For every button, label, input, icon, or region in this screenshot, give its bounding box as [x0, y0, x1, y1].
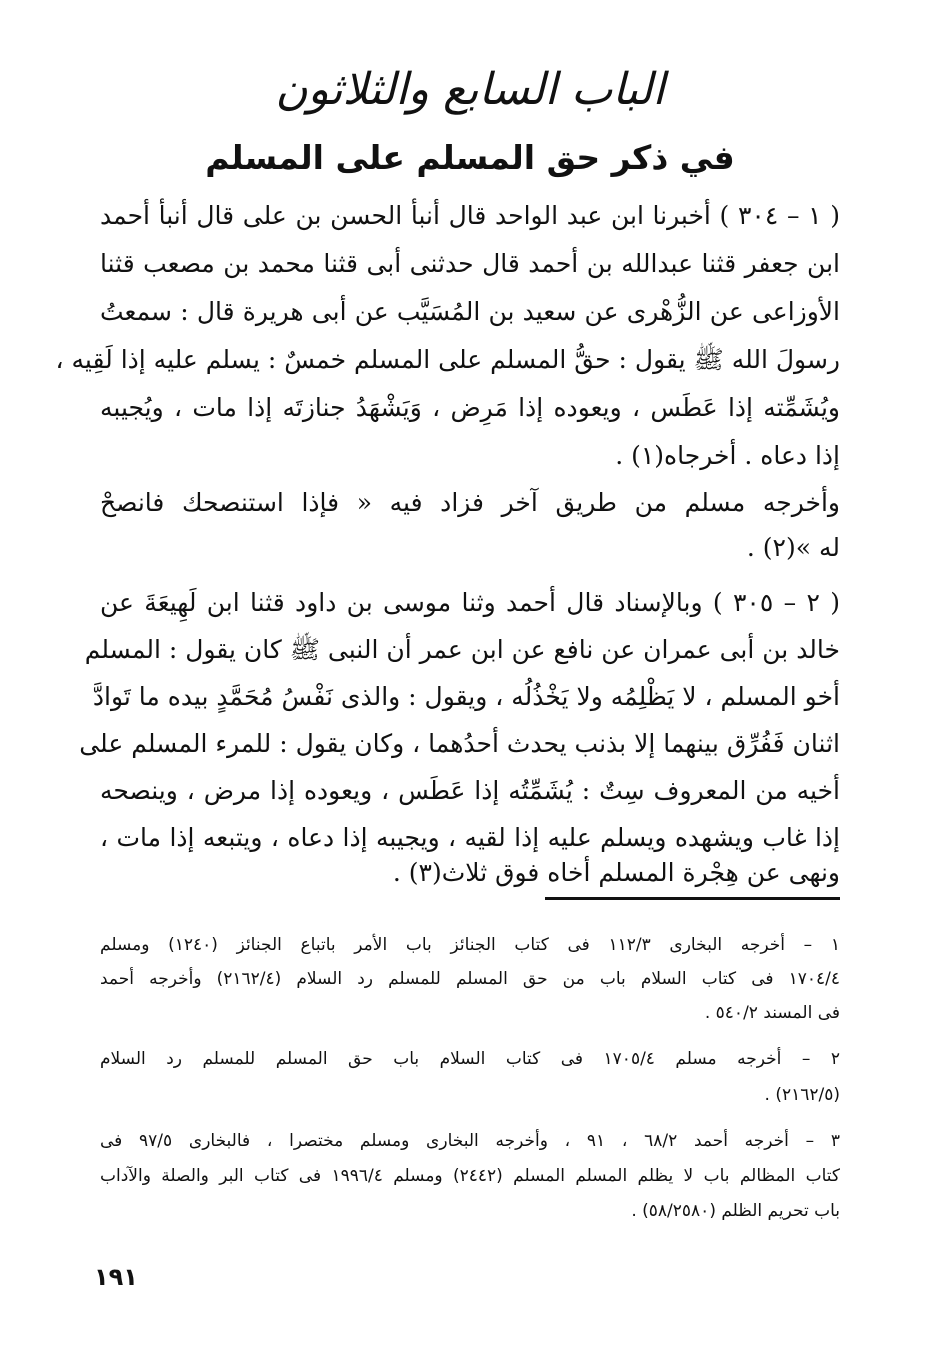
body-line: رسولَ الله ﷺ يقول : حقُّ المسلم على المسلم خمسٌ : يسلم عليه إذا لَقِيه ، [55, 345, 840, 374]
footnote-line: كتاب المظالم باب لا يظلم المسلم المسلم (٢٤٤٢) ومسلم ١٩٩٦/٤ فى كتاب البر والصلة والآداب [100, 1166, 840, 1186]
body-line: وأخرجه مسلم من طريق آخر فزاد فيه « فإذا استنصحك فانصحْ [100, 488, 840, 517]
footnote-line: ١٧٠٤/٤ فى كتاب السلام باب من حق المسلم للمسلم رد السلام (٢١٦٢/٤) وأخرجه أحمد [100, 969, 840, 989]
body-line: ونهى عن هِجْرة المسلم أخاه فوق ثلاث(٣) . [392, 858, 840, 887]
body-line: ( ٢ – ٣٠٥ ) وبالإسناد قال أحمد وثنا موسى بن داود قثنا ابن لَهِيعَةَ عن [100, 588, 840, 617]
footnote-separator [545, 897, 840, 900]
footnote-line: ٢ – أخرجه مسلم ١٧٠٥/٤ فى كتاب السلام باب حق المسلم للمسلم رد السلام [100, 1049, 840, 1069]
footnote-line: باب تحريم الظلم (٥٨/٢٥٨٠) . [631, 1201, 840, 1221]
body-line: إذا غاب ويشهده ويسلم عليه إذا لقيه ، ويجيبه إذا دعاه ، ويتبعه إذا مات ، [100, 823, 840, 852]
chapter-title: الباب السابع والثلاثون [275, 64, 665, 115]
body-line: إذا دعاه . أخرجاه(١) . [615, 441, 840, 470]
body-line: أخيه من المعروف سِتٌ : يُشَمِّتُه إذا عَطَس ، ويعوده إذا مرض ، وينصحه [100, 776, 840, 805]
footnote-line: (٢١٦٢/٥) . [764, 1085, 840, 1105]
body-line: ويُشَمِّته إذا عَطَس ، ويعوده إذا مَرِض ، وَيَشْهَدُ جنازتَه إذا مات ، ويُجيبه [100, 393, 840, 422]
page-number: ١٩١ [94, 1263, 138, 1291]
footnote-line: ٣ – أخرجه أحمد ٦٨/٢ ، ٩١ ، وأخرجه البخارى ومسلم مختصرا ، فالبخارى ٩٧/٥ فى [100, 1131, 840, 1151]
body-line: أخو المسلم ، لا يَظْلِمُه ولا يَخْذُلُه ، ويقول : والذى نَفْسُ مُحَمَّدٍ بيده ما تَوادَّ [92, 682, 840, 711]
body-line: ابن جعفر قثنا عبدالله بن أحمد قال حدثنى أبى قثنا محمد بن مصعب قثنا [100, 249, 840, 278]
chapter-subtitle: في ذكر حق المسلم على المسلم [205, 138, 735, 177]
body-line: خالد بن أبى عمران عن نافع عن ابن عمر أن النبى ﷺ كان يقول : المسلم [84, 635, 840, 664]
body-line: ( ١ – ٣٠٤ ) أخبرنا ابن عبد الواحد قال أنبأ الحسن بن على قال أنبأ أحمد [100, 201, 841, 230]
footnote-line: ١ – أخرجه البخارى ١١٢/٣ فى كتاب الجنائز باب الأمر باتباع الجنائز (١٢٤٠) ومسلم [100, 935, 840, 955]
body-line: له »(٢) . [746, 533, 840, 562]
body-line: اثنان فَفُرِّق بينهما إلا بذنب يحدث أحدُهما ، وكان يقول : للمرء المسلم على [79, 729, 840, 758]
body-line: الأوزاعى عن الزُّهْرى عن سعيد بن المُسَيَّب عن أبى هريرة قال : سمعتُ [100, 297, 840, 326]
footnote-line: فى المسند ٥٤٠/٢ . [704, 1003, 840, 1023]
